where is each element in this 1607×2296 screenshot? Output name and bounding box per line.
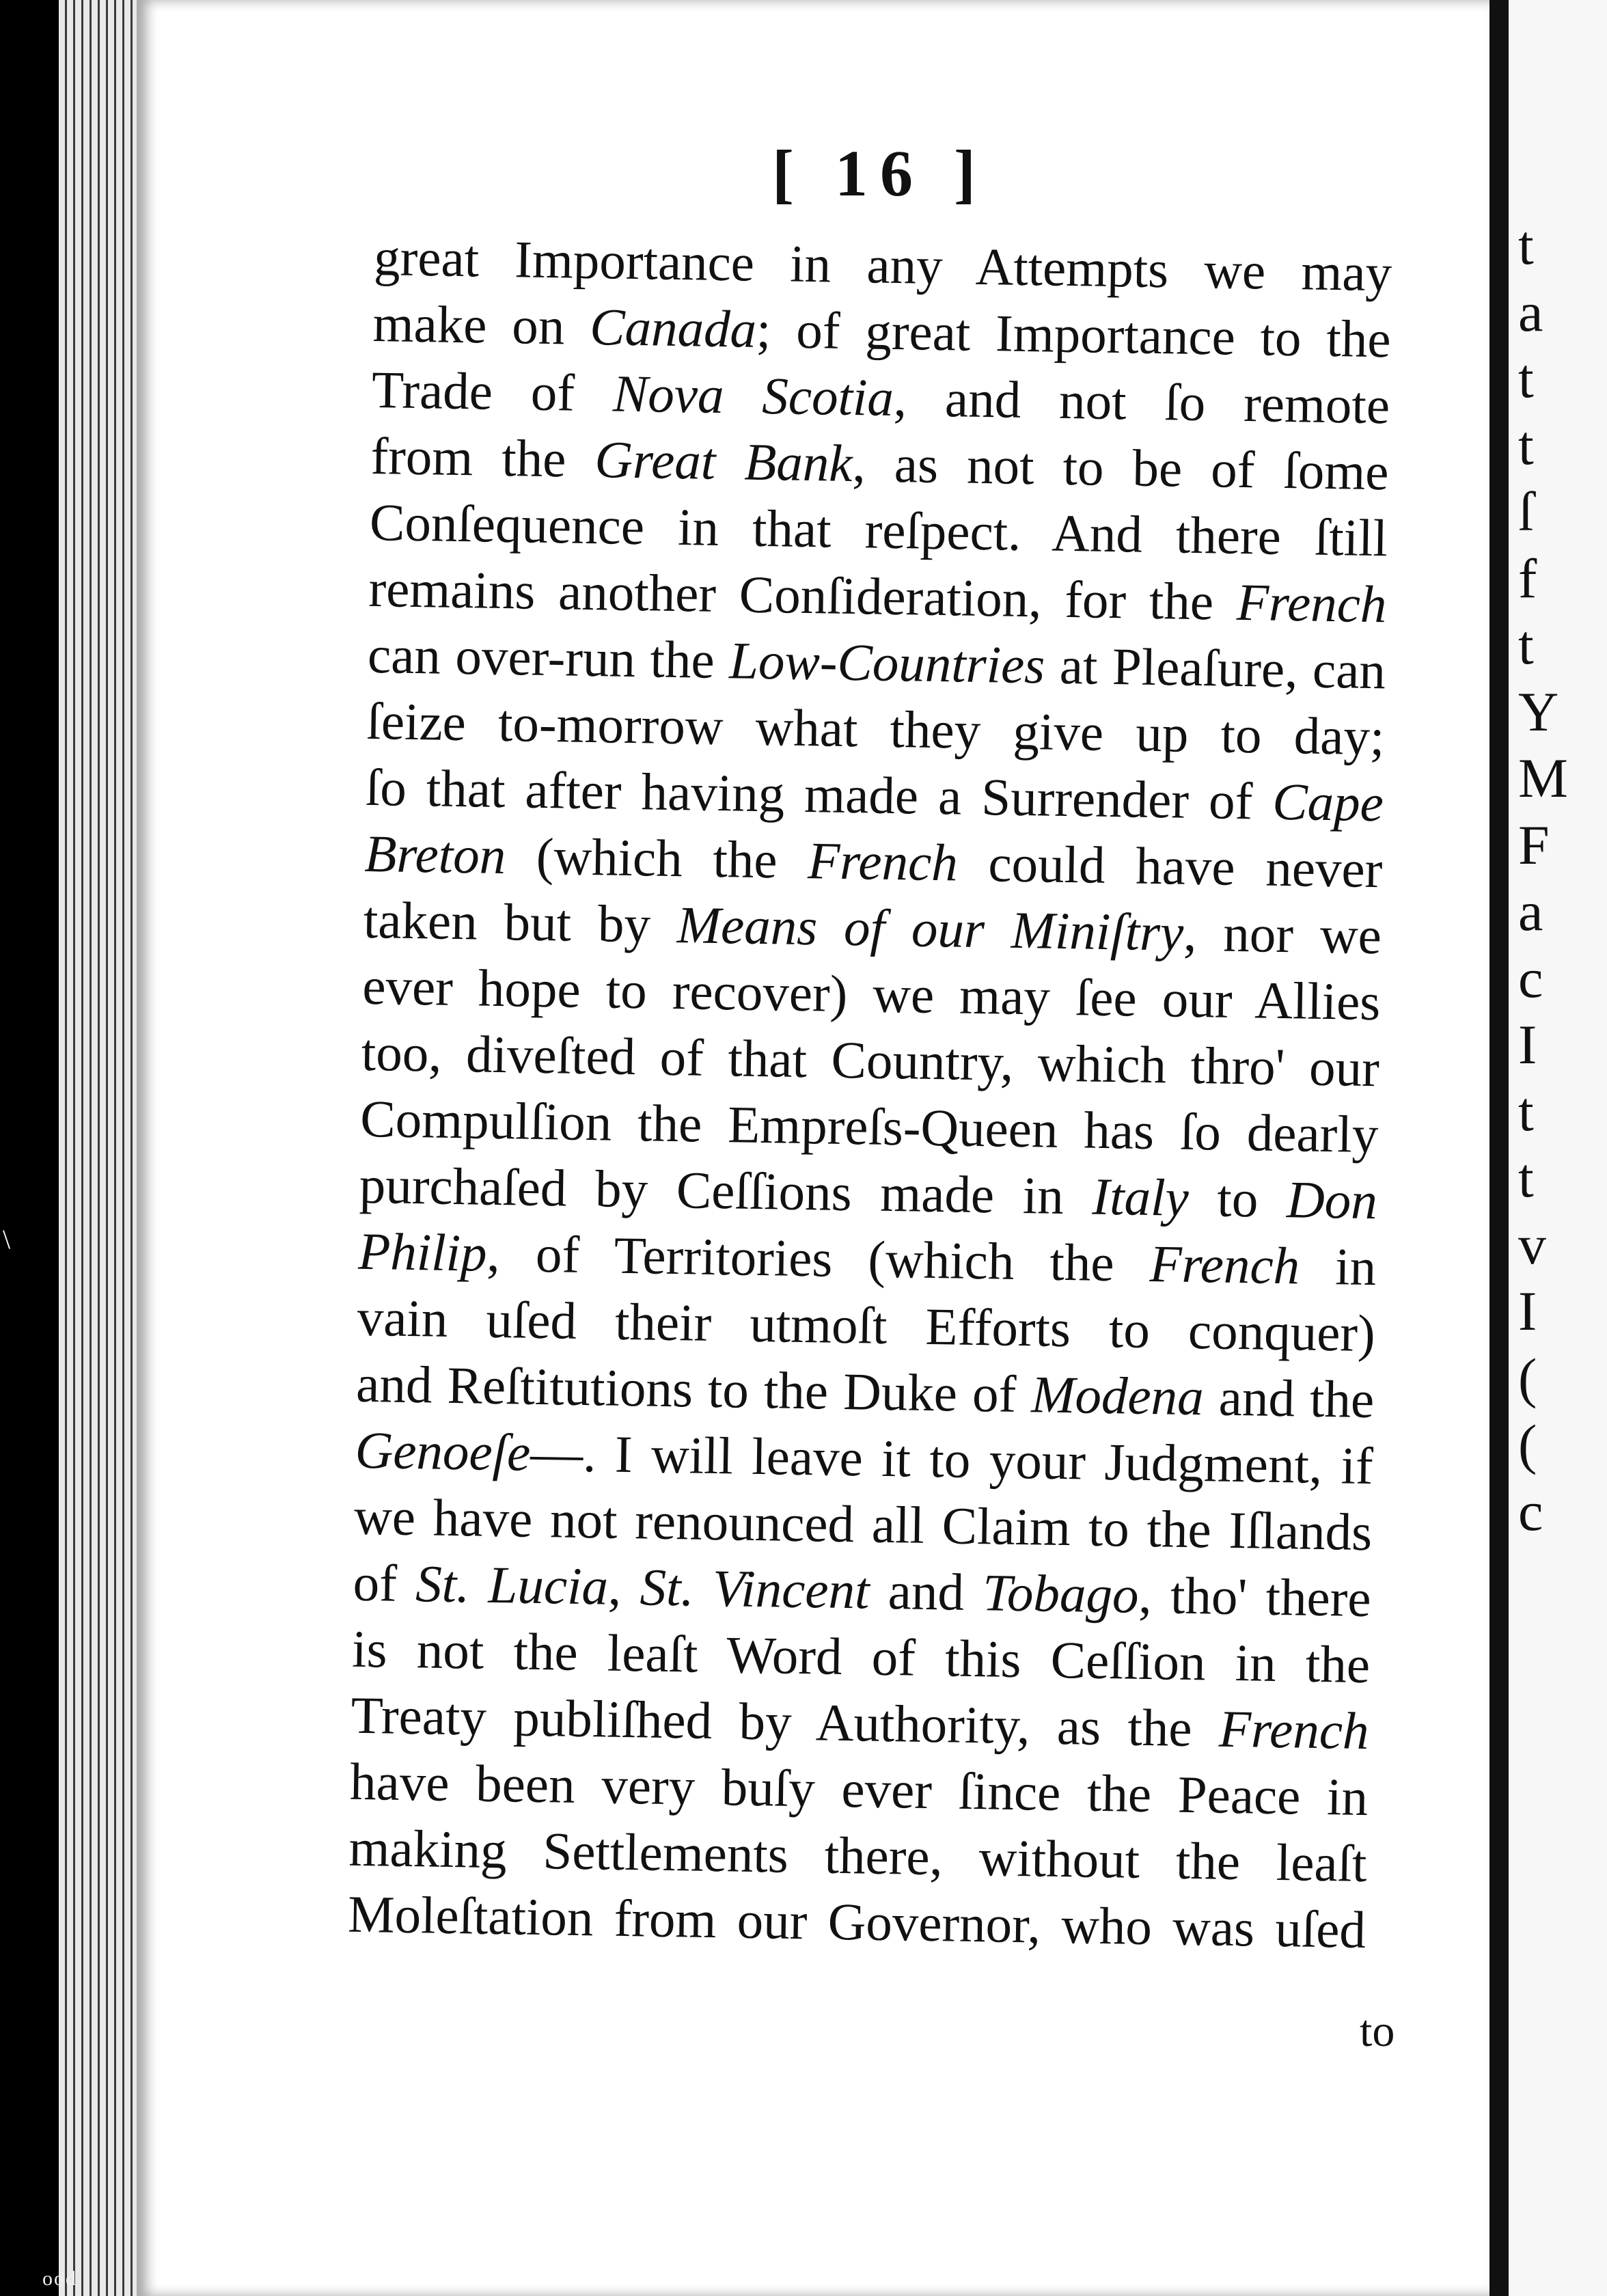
corner-mark: ood <box>42 2267 77 2290</box>
text-line: Treaty publiſhed by Authority, as the French <box>351 1685 1370 1761</box>
text-line: ſeize to-morrow what they give up to day; <box>366 691 1386 767</box>
adjacent-page-letter: f <box>1518 547 1537 610</box>
text-line: we have not renounced all Claim to the Iſlands <box>353 1486 1373 1562</box>
adjacent-page-letter: ſ <box>1518 480 1534 543</box>
adjacent-page-letter: a <box>1518 280 1543 343</box>
text-line: too, diveſted of that Country, which thro' our <box>361 1022 1380 1098</box>
text-line: taken but by Means of our Miniſtry, nor we <box>363 890 1382 966</box>
text-line: from the Great Bank, as not to be of ſome <box>370 426 1390 502</box>
text-line: purchaſed by Ceſſions made in Italy to Don <box>359 1155 1378 1231</box>
text-line: Moleſtation from our Governor, who was uſed <box>347 1884 1366 1960</box>
adjacent-page-letter: F <box>1518 813 1550 876</box>
text-line: Philip, of Territories (which the French in <box>357 1221 1377 1297</box>
adjacent-page-letter: t <box>1518 1147 1534 1209</box>
stacked-page-edges <box>59 0 141 2296</box>
adjacent-page-letter: t <box>1518 214 1534 276</box>
text-line: Genoeſe—. I will leave it to your Judgment, if <box>355 1420 1374 1496</box>
body-text <box>347 224 1392 1963</box>
adjacent-page-letter: Y <box>1518 680 1559 743</box>
adjacent-page-letter: I <box>1518 1280 1537 1342</box>
text-line: Breton (which the French could have never <box>363 823 1384 899</box>
adjacent-page-edge <box>1509 0 1607 2296</box>
text-line: have been very buſy ever ſince the Peace in <box>349 1751 1369 1827</box>
adjacent-page-letter: c <box>1518 1479 1543 1542</box>
adjacent-page-letter: a <box>1518 880 1543 942</box>
adjacent-page-letter: v <box>1518 1213 1546 1276</box>
text-line: can over-run the Low-Countries at Pleaſure, can <box>367 625 1386 700</box>
catchword: to <box>1360 2006 1395 2056</box>
adjacent-page-letter: t <box>1518 1080 1534 1143</box>
adjacent-page-letter: ( <box>1518 1346 1537 1409</box>
margin-mark: \ <box>3 1224 11 1255</box>
text-line: and Reſtitutions to the Duke of Modena and the <box>355 1354 1375 1430</box>
text-line: make on Canada; of great Importance to the <box>372 293 1392 369</box>
text-line: making Settlements there, without the leaſt <box>348 1818 1368 1894</box>
text-line: vain uſed their utmoſt Efforts to conquer) <box>357 1287 1376 1363</box>
text-line: Trade of Nova Scotia, and not ſo remote <box>371 359 1390 435</box>
text-line: great Importance in any Attempts we may <box>373 227 1392 303</box>
book-gutter <box>1489 0 1509 2296</box>
text-line: ſo that after having made a Surrender of Cape <box>365 757 1384 833</box>
page-number: [ 16 ] <box>772 137 988 210</box>
text-line: of St. Lucia, St. Vincent and Tobago, tho' there <box>353 1553 1372 1628</box>
adjacent-page-letter: c <box>1518 946 1543 1009</box>
text-line: Compulſion the Empreſs-Queen has ſo dearly <box>359 1089 1379 1164</box>
adjacent-page-letter: M <box>1518 747 1568 809</box>
adjacent-page-letter: t <box>1518 347 1534 409</box>
adjacent-page-letter: I <box>1518 1013 1537 1076</box>
adjacent-page-letter: t <box>1518 614 1534 676</box>
text-line: is not the leaſt Word of this Ceſſion in the <box>351 1619 1371 1695</box>
adjacent-page-letter: ( <box>1518 1413 1537 1475</box>
text-line: Conſequence in that reſpect. And there ſtill <box>369 492 1388 568</box>
adjacent-page-letter: t <box>1518 413 1534 476</box>
text-line: remains another Conſideration, for the French <box>368 558 1388 634</box>
text-line: ever hope to recover) we may ſee our Allies <box>361 956 1381 1032</box>
